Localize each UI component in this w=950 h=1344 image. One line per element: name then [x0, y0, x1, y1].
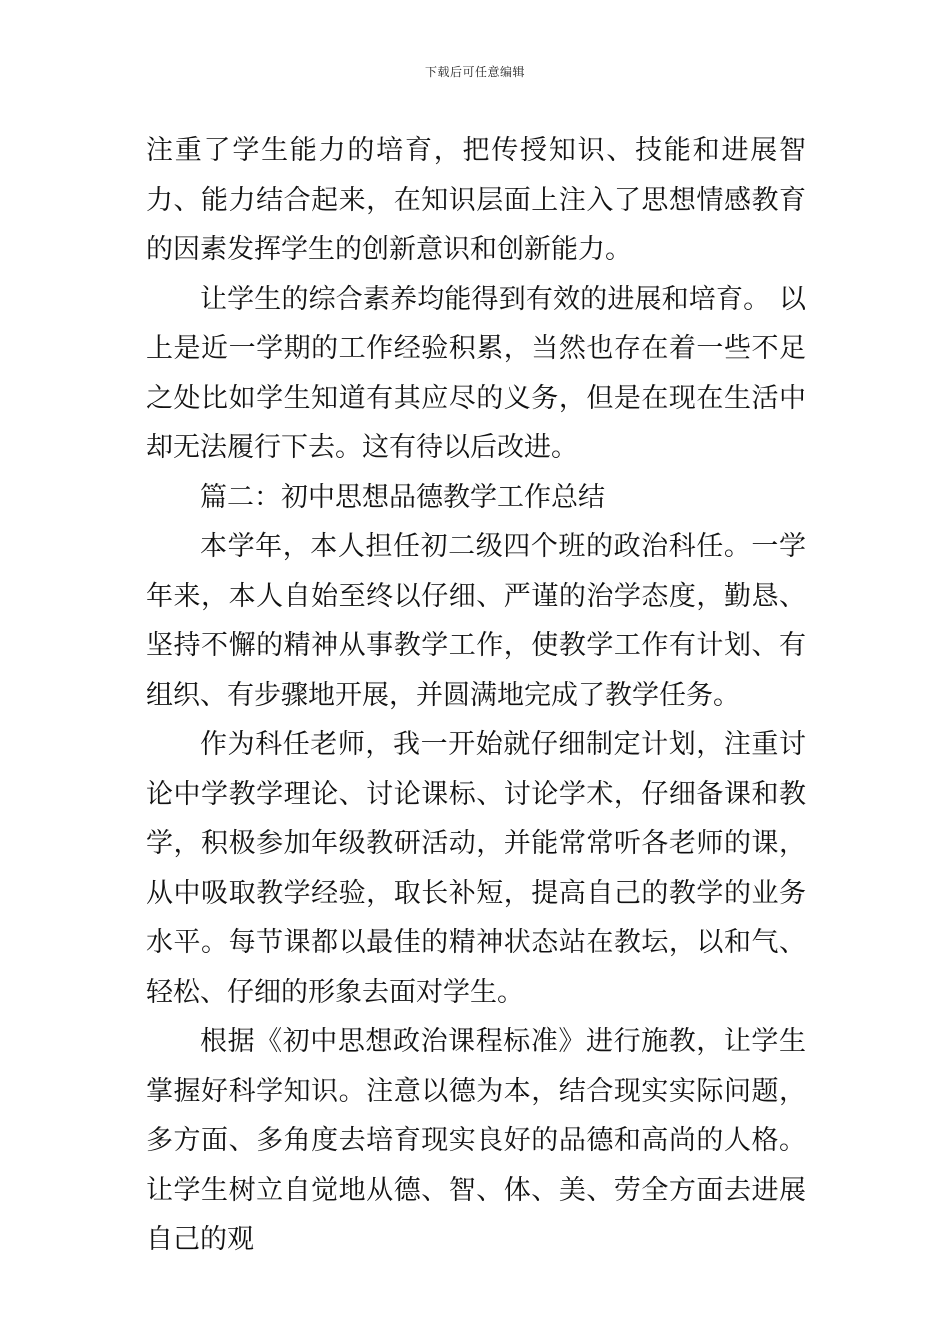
document-body: [146, 126, 806, 1265]
paragraph-4: 作为科任老师，我一开始就仔细制定计划，注重讨论中学教学理论、讨论课标、讨论学术，仔细备课和教学，积极参加年级教研活动，并能常常听各老师的课，从中吸取教学经验，取长补短，提高自己的教学的业务水平。每节课都以最佳的精神状态站在教坛，以和气、轻松、仔细的形象去面对学生。: [146, 729, 806, 1008]
paragraph-2: 让学生的综合素养均能得到有效的进展和培育。 以上是近一学期的工作经验积累，当然也存在着一些不足之处比如学生知道有其应尽的义务，但是在现在生活中却无法履行下去。这有待以后改进。: [146, 283, 806, 463]
paragraph-1: 注重了学生能力的培育，把传授知识、技能和进展智力、能力结合起来，在知识层面上注入了思想情感教育的因素发挥学生的创新意识和创新能力。: [146, 135, 806, 265]
section-heading: 篇二：初中思想品德教学工作总结: [200, 481, 605, 513]
page-header: 下载后可任意编辑: [424, 65, 525, 79]
paragraph-3: 本学年，本人担任初二级四个班的政治科任。一学年来，本人自始至终以仔细、严谨的治学态度，勤恳、坚持不懈的精神从事教学工作，使教学工作有计划、有组织、有步骤地开展，并圆满地完成了教学任务。: [146, 531, 806, 711]
paragraph-5: 根据《初中思想政治课程标准》进行施教，让学生掌握好科学知识。注意以德为本，结合现实实际问题，多方面、多角度去培育现实良好的品德和高尚的人格。让学生树立自觉地从德、智、体、美、劳全方面去进展自己的观: [146, 1026, 806, 1255]
